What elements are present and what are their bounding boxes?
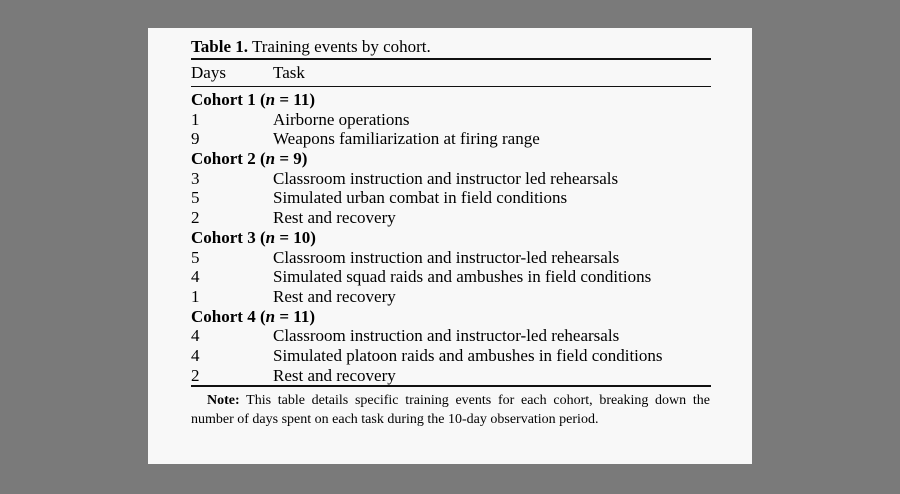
group-row <box>191 228 711 248</box>
task-cell: Weapons familiarization at firing range <box>273 129 540 149</box>
task-cell: Rest and recovery <box>273 286 396 306</box>
table-row <box>191 366 711 386</box>
table-row <box>191 287 711 307</box>
task-cell: Rest and recovery <box>273 208 396 228</box>
group-title: Cohort 3 ( <box>191 227 266 247</box>
task-cell: Classroom instruction and instructor led rehearsals <box>273 168 619 188</box>
task-cell: Classroom instruction and instructor-led rehearsals <box>273 247 620 267</box>
days-cell: 5 <box>191 247 200 267</box>
group-row <box>191 307 711 327</box>
task-cell: Rest and recovery <box>273 365 396 385</box>
days-cell: 4 <box>191 267 200 287</box>
table-note <box>191 392 710 429</box>
task-cell: Classroom instruction and instructor-led rehearsals <box>273 326 620 346</box>
task-cell: Simulated platoon raids and ambushes in field conditions <box>273 345 663 365</box>
days-cell: 4 <box>191 326 200 346</box>
group-n-variable: n <box>265 149 276 169</box>
header-task: Task <box>273 63 305 82</box>
table-row <box>191 346 711 366</box>
table-container <box>191 36 711 429</box>
group-n-variable: n <box>265 306 276 326</box>
days-cell: 2 <box>191 365 200 385</box>
table-row <box>191 326 711 346</box>
group-row <box>191 149 711 169</box>
table-row <box>191 267 711 287</box>
group-n-value: = 10) <box>275 227 316 247</box>
days-cell: 4 <box>191 345 200 365</box>
days-cell: 1 <box>191 109 200 129</box>
table-row <box>191 248 711 268</box>
table-row <box>191 110 711 130</box>
days-cell: 3 <box>191 168 200 188</box>
days-cell: 5 <box>191 188 200 208</box>
group-title: Cohort 1 ( <box>191 90 266 109</box>
header-days: Days <box>191 63 226 82</box>
days-cell: 1 <box>191 286 200 306</box>
caption-label: Table 1. <box>191 37 249 56</box>
table-body <box>191 90 711 385</box>
days-cell: 9 <box>191 129 200 149</box>
header-row <box>191 60 711 86</box>
table-row <box>191 208 711 228</box>
table-row <box>191 188 711 208</box>
group-title: Cohort 2 ( <box>191 149 266 169</box>
group-n-value: = 11) <box>275 90 315 109</box>
task-cell: Airborne operations <box>273 109 410 129</box>
table-row <box>191 129 711 149</box>
table-row <box>191 169 711 189</box>
group-row <box>191 90 711 110</box>
group-n-variable: n <box>265 227 276 247</box>
group-n-value: = 9) <box>275 149 308 169</box>
group-title: Cohort 4 ( <box>191 306 266 326</box>
bottom-rule <box>191 385 711 387</box>
note-text: This table details specific training events for each cohort, breaking down the number of days spent on each task during the 10-day observation period. <box>191 393 710 427</box>
task-cell: Simulated squad raids and ambushes in field conditions <box>273 267 652 287</box>
task-cell: Simulated urban combat in field conditions <box>273 188 568 208</box>
caption-text: Training events by cohort. <box>251 37 431 56</box>
note-label: Note: <box>207 393 240 409</box>
table-caption <box>191 36 711 58</box>
group-n-variable: n <box>265 90 276 109</box>
days-cell: 2 <box>191 208 200 228</box>
group-n-value: = 11) <box>275 306 315 326</box>
